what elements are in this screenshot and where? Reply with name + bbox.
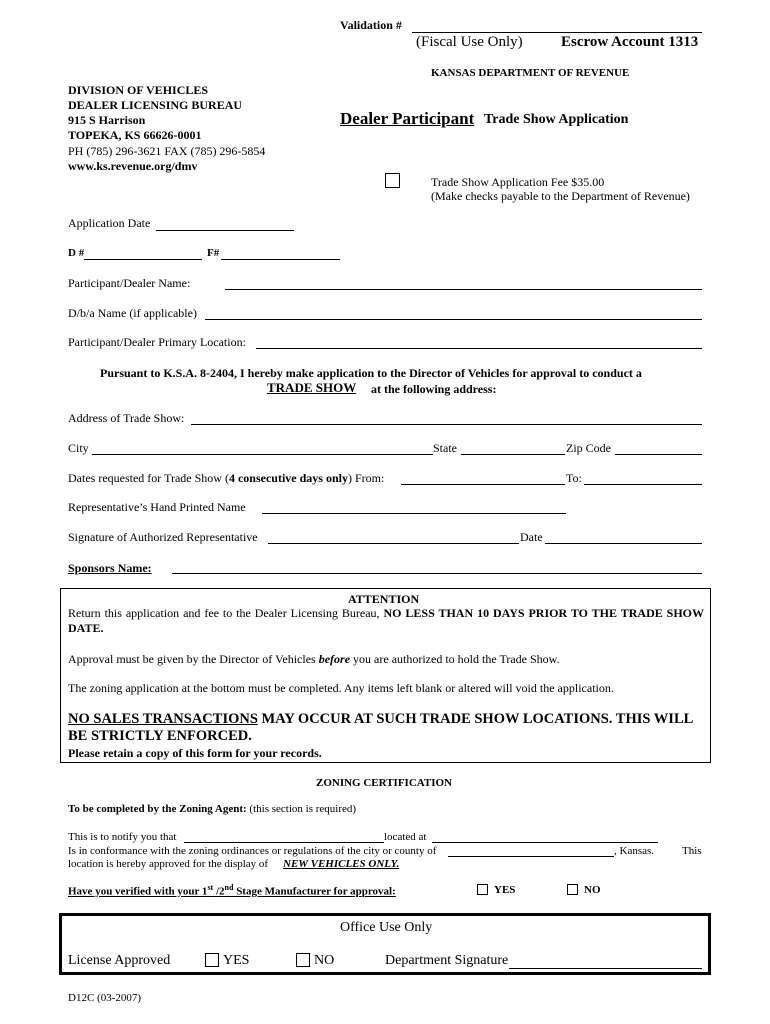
- zoning-agent-instruction: [68, 803, 356, 815]
- signature-field[interactable]: [268, 543, 519, 544]
- address-phone-fax: PH (785) 296-3621 FAX (785) 296-5854: [68, 144, 266, 158]
- zoning-no-checkbox[interactable]: [567, 884, 578, 895]
- zoning-located-field[interactable]: [432, 842, 658, 843]
- state-field[interactable]: [461, 454, 565, 455]
- dates-consecutive-note: 4 consecutive days only: [228, 471, 348, 485]
- retain-copy-notice: Please retain a copy of this form for your records.: [68, 746, 322, 760]
- rep-name-field[interactable]: [262, 513, 566, 514]
- license-approved-label: License Approved: [68, 953, 171, 968]
- signature-date-label: Date: [520, 530, 543, 544]
- attention-heading: ATTENTION: [348, 592, 420, 606]
- zoning-notify-field[interactable]: [184, 842, 384, 843]
- form-id: D12C (03-2007): [68, 992, 142, 1004]
- zoning-heading: ZONING CERTIFICATION: [316, 777, 453, 789]
- primary-location-label: Participant/Dealer Primary Location:: [68, 335, 246, 349]
- address-website: www.ks.revenue.org/dmv: [68, 159, 198, 173]
- attention-zoning-notice: The zoning application at the bottom must be completed. Any items left blank or altered will void the application.: [68, 681, 614, 695]
- fiscal-use-label: (Fiscal Use Only): [416, 34, 523, 50]
- f-number-label: F#: [207, 247, 220, 259]
- pursuant-statement: Pursuant to K.S.A. 8-2404, I hereby make application to the Director of Vehicles for approval to conduct a: [100, 366, 642, 380]
- zoning-county-field[interactable]: [448, 856, 614, 857]
- primary-location-field[interactable]: [256, 348, 702, 349]
- fee-payable-note: (Make checks payable to the Department of Revenue): [431, 189, 690, 203]
- trade-show-address-label: Address of Trade Show:: [68, 411, 185, 425]
- fee-checkbox[interactable]: [385, 173, 400, 188]
- city-label: City: [68, 441, 89, 455]
- attention-no-sales-notice: [68, 711, 704, 745]
- zoning-yes-label: YES: [494, 884, 516, 896]
- zoning-agent-bold: To be completed by the Zoning Agent:: [68, 803, 247, 815]
- sponsors-name-label: Sponsors Name:: [68, 561, 152, 575]
- fee-amount: Trade Show Application Fee $35.00: [431, 175, 605, 189]
- verified-text-c: Stage Manufacturer for approval:: [233, 885, 396, 898]
- address-line1: DIVISION OF VEHICLES: [68, 83, 209, 97]
- sponsors-name-field[interactable]: [172, 573, 702, 574]
- department-signature-label: Department Signature: [385, 953, 509, 968]
- dates-requested-label: [68, 471, 384, 486]
- state-label: State: [433, 441, 457, 455]
- zoning-no-label: NO: [584, 884, 601, 896]
- application-date-label: Application Date: [68, 216, 151, 230]
- no-sales-transactions: NO SALES TRANSACTIONS: [68, 711, 258, 727]
- department-name: KANSAS DEPARTMENT OF REVENUE: [431, 67, 630, 79]
- d-number-label: D #: [68, 247, 85, 259]
- signature-label: Signature of Authorized Representative: [68, 530, 258, 544]
- d-number-field[interactable]: [84, 259, 202, 260]
- address-line4: TOPEKA, KS 66626-0001: [68, 128, 202, 142]
- license-yes-checkbox[interactable]: [205, 953, 219, 967]
- return-notice-text: Return this application and fee to the Dealer Licensing Bureau,: [68, 606, 380, 620]
- address-line2: DEALER LICENSING BUREAU: [68, 98, 243, 112]
- city-field[interactable]: [92, 454, 433, 455]
- license-yes-label: YES: [223, 953, 250, 968]
- f-number-field[interactable]: [221, 259, 340, 260]
- zip-field[interactable]: [615, 454, 702, 455]
- pursuant-following-address: at the following address:: [371, 382, 497, 396]
- validation-label: Validation #: [340, 18, 402, 32]
- zoning-yes-checkbox[interactable]: [477, 884, 488, 895]
- dates-to-field[interactable]: [584, 484, 702, 485]
- signature-date-field[interactable]: [545, 543, 702, 544]
- application-date-field[interactable]: [156, 230, 294, 231]
- address-line3: 915 S Harrison: [68, 113, 146, 127]
- dates-to-label: To:: [566, 471, 582, 485]
- zoning-agent-required: (this section is required): [249, 803, 357, 815]
- zoning-conformance-label: Is in conformance with the zoning ordinances or regulations of the city or county of: [68, 845, 437, 857]
- zip-label: Zip Code: [566, 441, 611, 455]
- zoning-new-vehicles-only: NEW VEHICLES ONLY.: [283, 858, 400, 870]
- validation-line[interactable]: [412, 32, 702, 33]
- dates-prefix: Dates requested for Trade Show (: [68, 471, 229, 485]
- zoning-located-label: located at: [384, 831, 427, 843]
- verified-text-b: /2: [213, 885, 225, 898]
- dates-from-label: ) From:: [347, 471, 385, 485]
- sup-second: nd: [224, 883, 234, 892]
- escrow-account: Escrow Account 1313: [561, 34, 699, 50]
- zoning-approved-label: location is hereby approved for the display of: [68, 858, 269, 870]
- dba-name-label: D/b/a Name (if applicable): [68, 306, 197, 320]
- trade-show-emphasis: TRADE SHOW: [267, 380, 357, 395]
- license-no-label: NO: [314, 953, 335, 968]
- verified-text-a: Have you verified with your 1: [68, 885, 208, 898]
- approval-before: before: [318, 652, 351, 666]
- zoning-this: This: [682, 845, 702, 857]
- zoning-notify-label: This is to notify you that: [68, 831, 177, 843]
- approval-text-a: Approval must be given by the Director of Vehicles: [68, 652, 316, 666]
- no-sales-rest: MAY OCCUR AT SUCH TRADE SHOW LOCATIONS. THIS WILL BE STRICTLY ENFORCED.: [68, 711, 693, 744]
- participant-name-field[interactable]: [225, 289, 702, 290]
- attention-return-notice: [68, 606, 704, 636]
- trade-show-address-field[interactable]: [191, 424, 702, 425]
- return-deadline: NO LESS THAN 10 DAYS PRIOR TO THE TRADE SHOW DATE.: [68, 606, 705, 635]
- attention-approval-notice: [68, 652, 704, 667]
- license-no-checkbox[interactable]: [296, 953, 310, 967]
- title-trade-show-application: Trade Show Application: [484, 112, 629, 127]
- rep-name-label: Representative’s Hand Printed Name: [68, 500, 246, 514]
- zoning-kansas: , Kansas.: [614, 845, 655, 857]
- title-dealer-participant: Dealer Participant: [340, 109, 475, 128]
- approval-text-b: you are authorized to hold the Trade Show.: [353, 652, 560, 666]
- sup-first: st: [207, 883, 214, 892]
- dates-from-field[interactable]: [401, 484, 565, 485]
- dba-name-field[interactable]: [205, 319, 702, 320]
- office-use-heading: Office Use Only: [340, 920, 433, 935]
- zoning-manufacturer-question: [68, 883, 396, 898]
- participant-name-label: Participant/Dealer Name:: [68, 276, 191, 290]
- department-signature-field[interactable]: [509, 968, 702, 969]
